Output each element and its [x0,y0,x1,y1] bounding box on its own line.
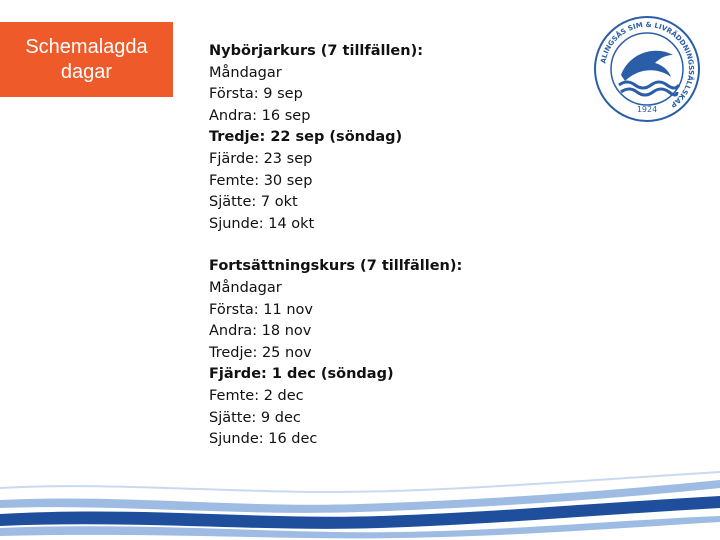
logo-ring-text: ALINGSÅS SIM & LIVRÄDDNINGSSÄLLSKAP [599,20,696,109]
session-line: Sjätte: 7 okt [209,194,298,211]
session-line: Första: 9 sep [209,86,303,103]
schedule-text [209,41,462,451]
course-weekday: Måndagar [209,279,282,296]
logo-year: 1924 [636,105,658,114]
session-line-highlighted: Fjärde: 1 dec (söndag) [209,366,394,383]
slide-title-line-1: Schemalagda [25,35,148,58]
session-line: Sjätte: 9 dec [209,409,301,426]
course-heading: Fortsättningskurs (7 tillfällen): [209,258,463,275]
course-heading: Nybörjarkurs (7 tillfällen): [209,43,424,59]
session-line: Femte: 2 dec [209,387,304,404]
dolphin-icon [621,51,673,81]
session-line: Fjärde: 23 sep [209,150,313,167]
slide-title-line-2: dagar [60,60,113,83]
course-weekday: Måndagar [209,64,282,81]
session-line: Första: 11 nov [209,301,313,318]
slide-title [0,22,173,97]
session-line: Andra: 16 sep [209,107,311,124]
session-line: Tredje: 25 nov [209,344,312,361]
session-line: Andra: 18 nov [209,323,312,340]
session-line: Sjunde: 16 dec [209,431,318,448]
session-line: Sjunde: 14 okt [209,215,315,232]
session-line-highlighted: Tredje: 22 sep (söndag) [209,129,403,146]
session-line: Femte: 30 sep [209,172,313,189]
decorative-wave [0,470,720,540]
club-logo [593,15,701,123]
